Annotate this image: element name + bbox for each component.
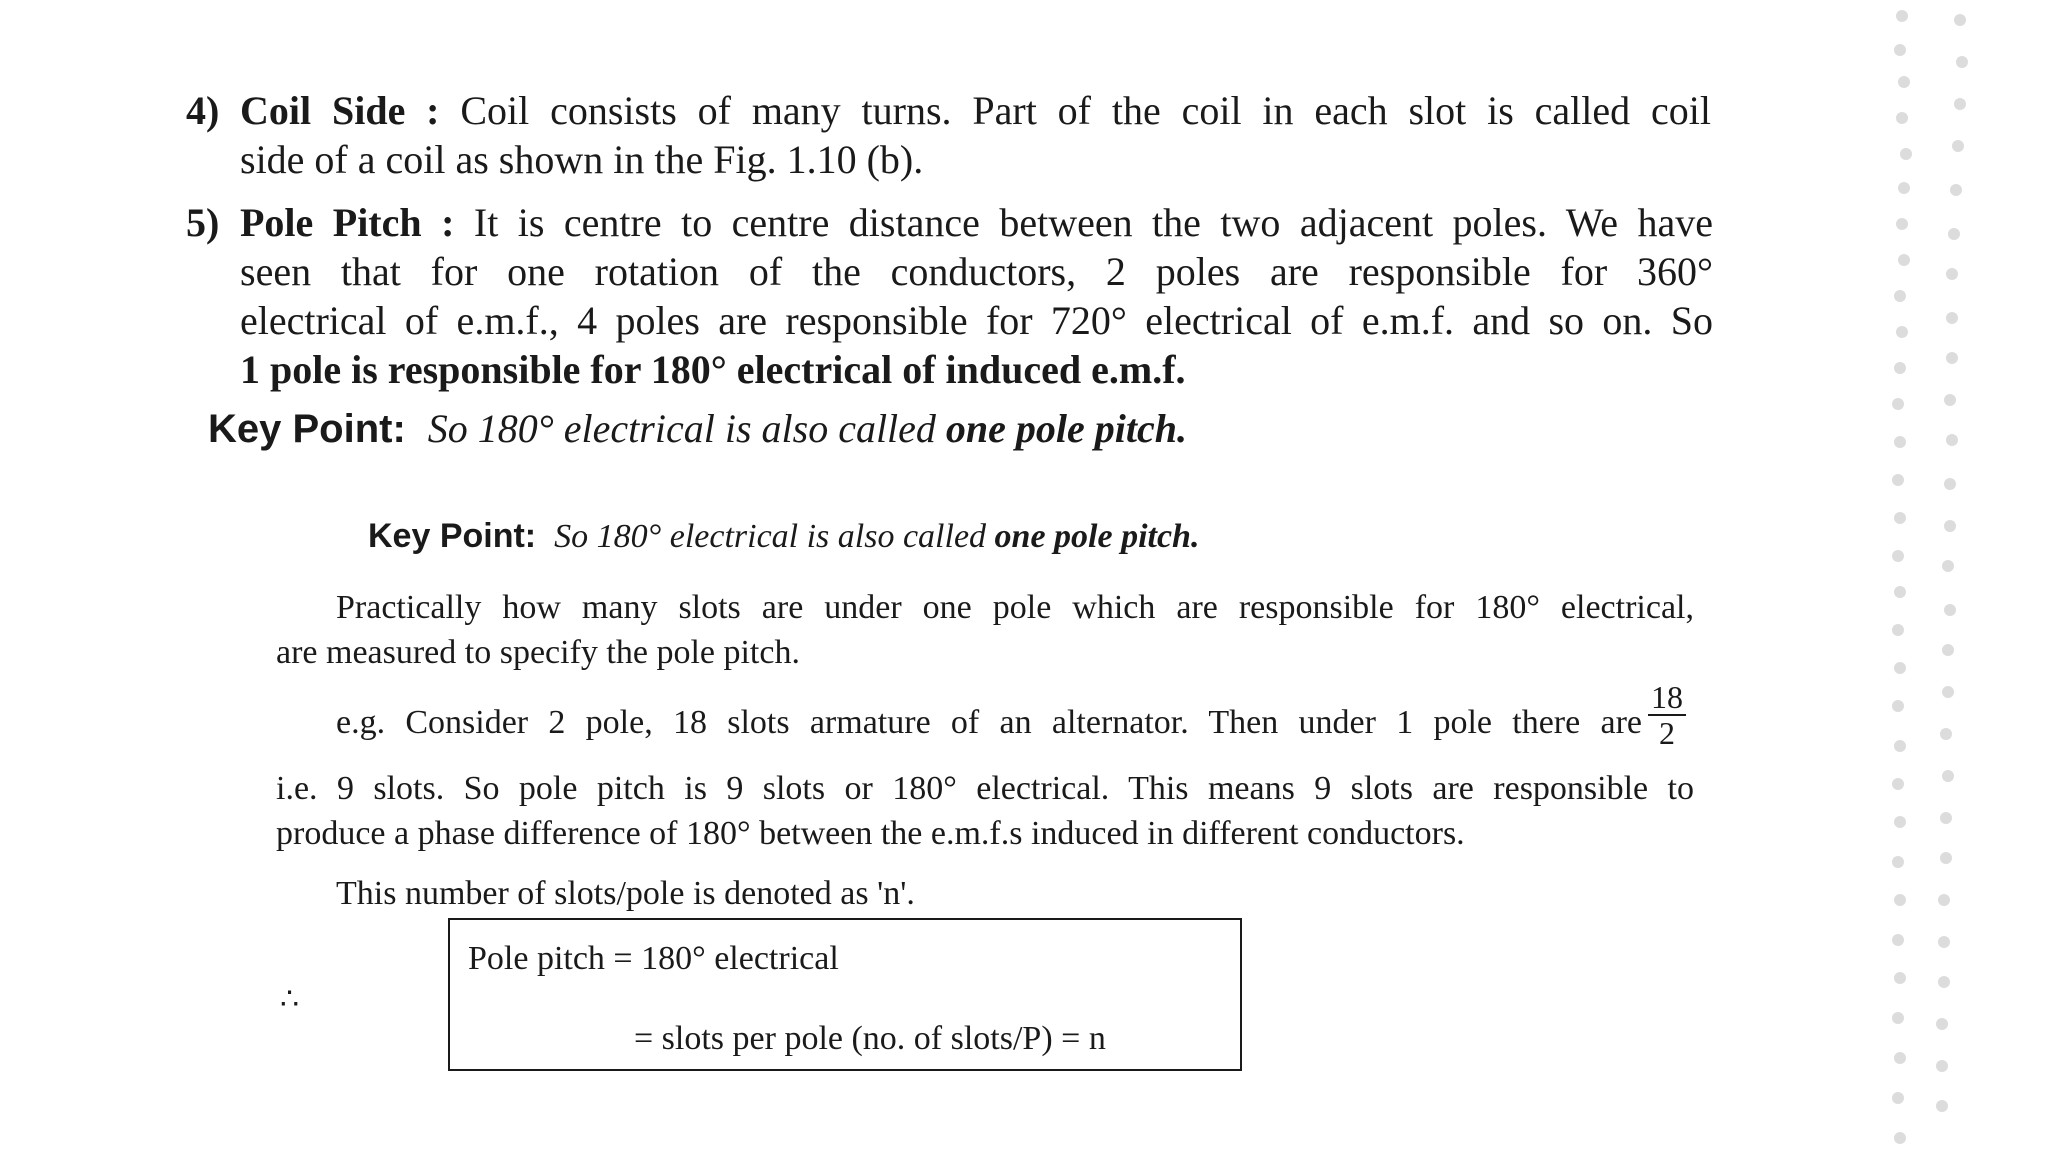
dot xyxy=(1894,972,1906,984)
dot xyxy=(1942,686,1954,698)
dot xyxy=(1896,10,1908,22)
dot xyxy=(1940,728,1952,740)
dot xyxy=(1892,934,1904,946)
dot xyxy=(1938,976,1950,988)
formula-line-pole-pitch: Pole pitch = 180° electrical xyxy=(468,940,839,977)
formula-line-slots-per-pole: = slots per pole (no. of slots/P) = n xyxy=(634,1020,1106,1057)
dot xyxy=(1892,624,1904,636)
dot xyxy=(1892,474,1904,486)
therefore-symbol: ∴ xyxy=(280,983,300,1016)
item-line: seen that for one rotation of the conductors, 2 poles are responsible for 360° xyxy=(240,249,1713,294)
dot xyxy=(1892,856,1904,868)
dot xyxy=(1944,520,1956,532)
dot xyxy=(1936,1100,1948,1112)
paragraph-line: Practically how many slots are under one pole which are responsible for 180° electrical, xyxy=(336,589,1694,626)
bold-statement: 1 pole is responsible for 180° electrical of induced e.m.f. xyxy=(240,347,1186,392)
item-pole-pitch xyxy=(186,198,1713,394)
dot xyxy=(1894,662,1906,674)
item-line-bold xyxy=(240,345,1713,394)
dot xyxy=(1956,56,1968,68)
paragraph-line: produce a phase difference of 180° between the e.m.f.s induced in different conductors. xyxy=(276,815,1465,852)
dot xyxy=(1894,586,1906,598)
paragraph-example-line1 xyxy=(336,700,1642,745)
dot xyxy=(1894,362,1906,374)
paragraph-line: e.g. Consider 2 pole, 18 slots armature of an alternator. Then under 1 pole there are xyxy=(336,704,1642,741)
fraction-numerator: 18 xyxy=(1648,680,1686,716)
dot xyxy=(1892,550,1904,562)
dot xyxy=(1900,148,1912,160)
dot xyxy=(1948,228,1960,240)
dot xyxy=(1946,352,1958,364)
key-point-label: Key Point: xyxy=(208,407,406,451)
dot xyxy=(1952,140,1964,152)
dot xyxy=(1894,740,1906,752)
key-point-text-bold: one pole pitch. xyxy=(945,406,1188,451)
term-label: Coil Side : xyxy=(240,88,440,133)
dot xyxy=(1938,936,1950,948)
item-line xyxy=(240,86,1711,135)
dot xyxy=(1896,218,1908,230)
paragraph-line: This number of slots/pole is denoted as 'n'. xyxy=(336,875,915,912)
item-number: 5) xyxy=(186,200,220,245)
item-text: It is centre to centre distance between the two adjacent poles. We have xyxy=(454,200,1713,245)
item-number: 4) xyxy=(186,88,220,133)
key-point-text xyxy=(554,518,1199,555)
dot xyxy=(1936,1018,1948,1030)
fraction-denominator: 2 xyxy=(1659,715,1675,751)
dot xyxy=(1946,268,1958,280)
item-text: Coil consists of many turns. Part of the coil in each slot is called coil xyxy=(439,88,1711,133)
dot xyxy=(1944,394,1956,406)
dot xyxy=(1942,770,1954,782)
dot xyxy=(1892,778,1904,790)
item-line: side of a coil as shown in the Fig. 1.10 (b). xyxy=(240,137,924,182)
dot xyxy=(1892,700,1904,712)
dot xyxy=(1894,290,1906,302)
dot xyxy=(1940,812,1952,824)
dot xyxy=(1942,644,1954,656)
dot xyxy=(1954,14,1966,26)
dot xyxy=(1938,894,1950,906)
dot xyxy=(1892,398,1904,410)
dot xyxy=(1898,182,1910,194)
key-point-text-start: So 180° electrical is also called xyxy=(554,518,995,555)
dot xyxy=(1950,184,1962,196)
dot xyxy=(1892,1092,1904,1104)
dot xyxy=(1894,894,1906,906)
dot xyxy=(1954,98,1966,110)
dot xyxy=(1936,1060,1948,1072)
key-point-text-start: So 180° electrical is also called xyxy=(427,406,946,451)
paragraph-line: are measured to specify the pole pitch. xyxy=(276,634,800,671)
formula-box xyxy=(448,918,1242,1071)
dot xyxy=(1942,560,1954,572)
key-point-label: Key Point: xyxy=(368,517,537,555)
key-point-text-bold: one pole pitch. xyxy=(994,518,1200,555)
decorative-dot-border xyxy=(1880,0,2000,1152)
dot xyxy=(1940,852,1952,864)
dot xyxy=(1894,1132,1906,1144)
item-line: electrical of e.m.f., 4 poles are responsible for 720° electrical of e.m.f. and so on. So xyxy=(240,298,1713,343)
dot xyxy=(1896,326,1908,338)
dot xyxy=(1894,44,1906,56)
paragraph-practically xyxy=(276,585,1694,675)
paragraph-denoted xyxy=(336,871,1636,916)
dot xyxy=(1894,816,1906,828)
key-point-note xyxy=(208,404,1187,454)
term-label: Pole Pitch : xyxy=(240,200,455,245)
dot xyxy=(1898,254,1910,266)
fraction xyxy=(1648,680,1686,750)
paragraph-example-continued xyxy=(276,766,1694,856)
dot xyxy=(1896,112,1908,124)
dot xyxy=(1898,76,1910,88)
key-point-note-repeat xyxy=(368,515,1199,558)
dot xyxy=(1944,478,1956,490)
dot xyxy=(1894,436,1906,448)
dot xyxy=(1894,1052,1906,1064)
dot xyxy=(1946,312,1958,324)
item-line xyxy=(240,198,1713,247)
dot xyxy=(1894,512,1906,524)
item-coil-side xyxy=(186,86,1711,184)
key-point-text xyxy=(428,406,1187,451)
dot xyxy=(1946,434,1958,446)
paragraph-line: i.e. 9 slots. So pole pitch is 9 slots or 180° electrical. This means 9 slots are responsible to xyxy=(276,770,1694,807)
dot xyxy=(1944,604,1956,616)
dot xyxy=(1892,1012,1904,1024)
